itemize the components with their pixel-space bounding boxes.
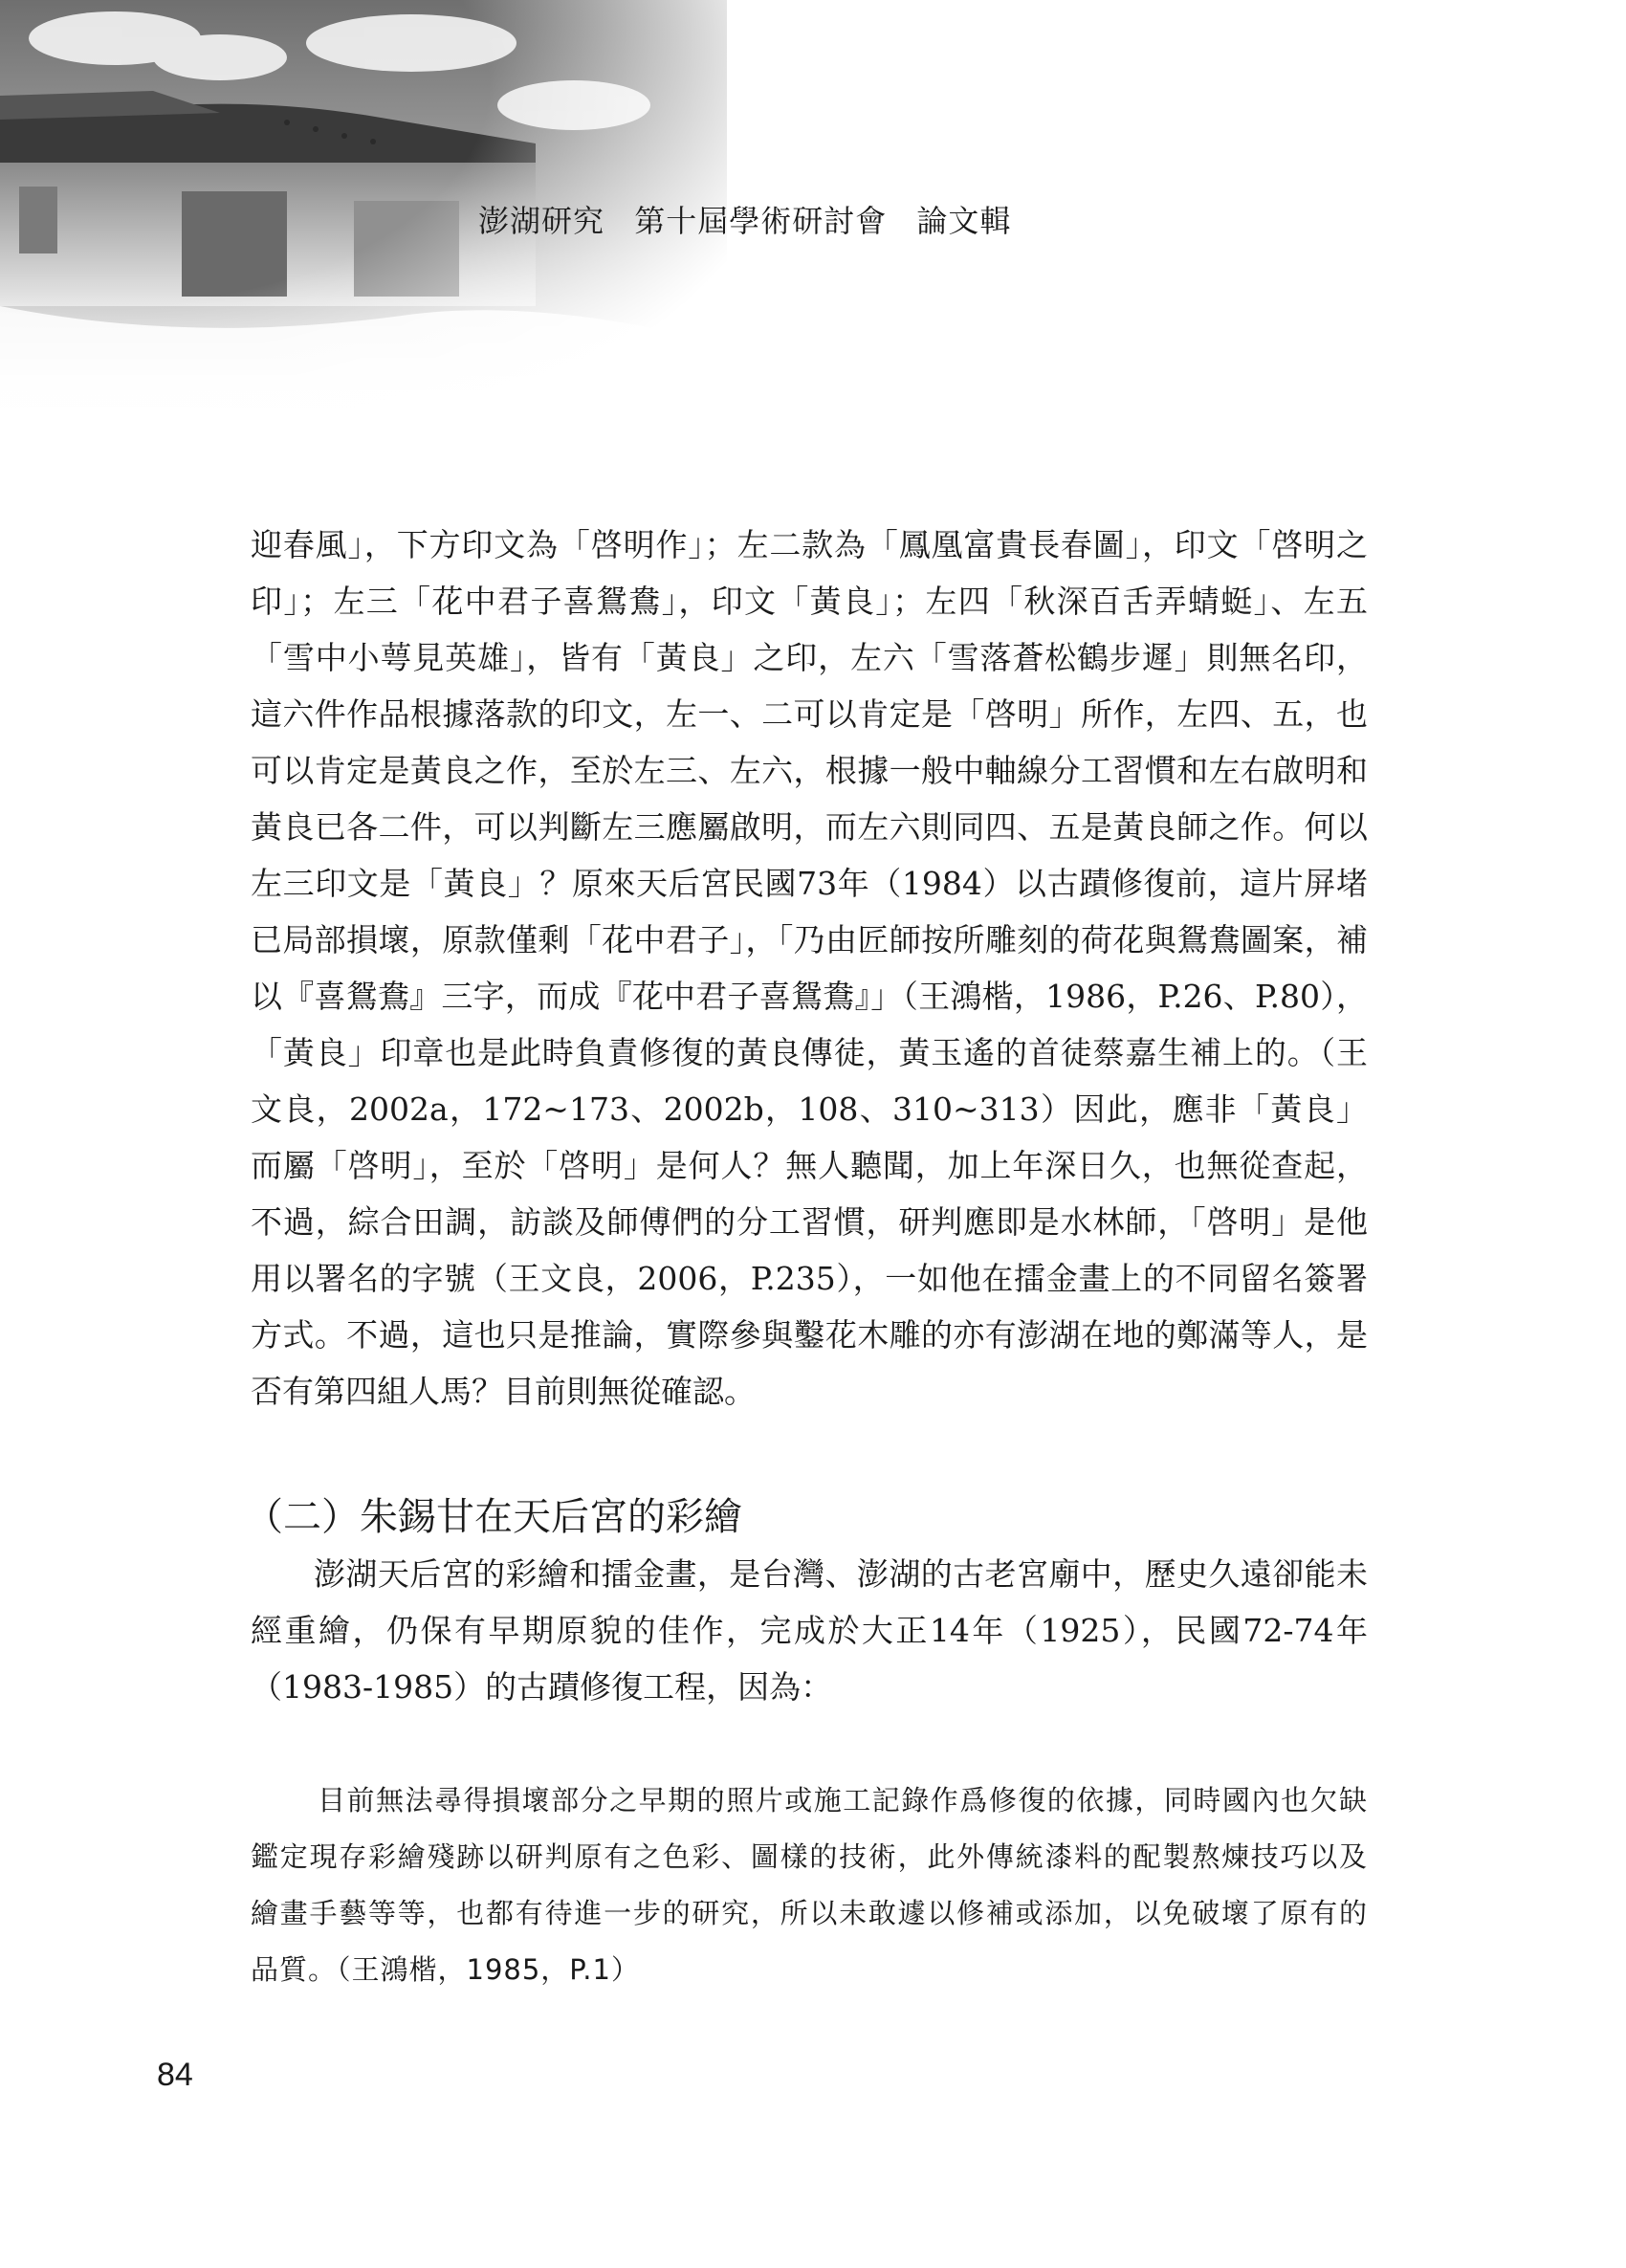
body-paragraph: 迎春風」，下方印文為「啓明作」；左二款為「鳳凰富貴長春圖」，印文「啓明之印」；左三「花中君子喜鴛鴦」，印文「黃良」；左四「秋深百舌弄蜻蜓」、左五「雪中小萼見英雄」，皆有「黃良」之印，左六「雪落蒼松鶴步遲」則無名印，這六件作品根據落款的印文，左一、二可以肯定是「啓明」所作，左四、五，也可以肯定是黃良之作，至於左三、左六，根據一般中軸線分工習慣和左右啟明和黃良已各二件，可以判斷左三應屬啟明，而左六則同四、五是黃良師之作。何以左三印文是「黃良」？原來天后宮民國73年（1984）以古蹟修復前，這片屏堵已局部損壞，原款僅剩「花中君子」，「乃由匠師按所雕刻的荷花與鴛鴦圖案，補以『喜鴛鴦』三字，而成『花中君子喜鴛鴦』」（王鴻楷，1986，P.26、P.80），「黃良」印章也是此時負責修復的黃良傳徒，黃玉遙的首徒蔡嘉生補上的。（王文良，2002a，172~173、2002b，108、310~313）因此，應非「黃良」而屬「啓明」，至於「啓明」是何人？無人聽聞，加上年深日久，也無從查起，不過，綜合田調，訪談及師傅們的分工習慣，研判應即是水林師，「啓明」是他用以署名的字號（王文良，2006，P.235），一如他在擂金畫上的不同留名簽署方式。不過，這也只是推論，實際參與鑿花木雕的亦有澎湖在地的鄭滿等人，是否有第四組人馬？目前則無從確認。 bbox=[251, 526, 1368, 1410]
collection-title: 論文輯 bbox=[916, 203, 1012, 239]
journal-title: 澎湖研究 bbox=[478, 203, 605, 239]
block-quote: 目前無法尋得損壞部分之早期的照片或施工記錄作爲修復的依據，同時國內也欠缺鑑定現存彩繪殘跡以研判原有之色彩、圖樣的技術，此外傳統漆料的配製熬煉技巧以及繪畫手藝等等，也都有待進一步的研究，所以未敢遽以修補或添加，以免破壞了原有的品質。（王鴻楷，1985，P.1） bbox=[251, 1784, 1368, 1986]
conference-title: 第十屆學術研討會 bbox=[634, 203, 888, 239]
section-heading: （二）朱錫甘在天后宮的彩繪 bbox=[245, 1495, 742, 1539]
article-body bbox=[245, 517, 1368, 1998]
page-number: 84 bbox=[157, 2057, 193, 2093]
body-paragraph: 澎湖天后宮的彩繪和擂金畫，是台灣、澎湖的古老宮廟中，歷史久遠卻能未經重繪，仍保有早期原貌的佳作，完成於大正14年（1925），民國72-74年（1983-1985）的古蹟修復工程，因為： bbox=[251, 1555, 1368, 1706]
running-header bbox=[478, 197, 1030, 241]
